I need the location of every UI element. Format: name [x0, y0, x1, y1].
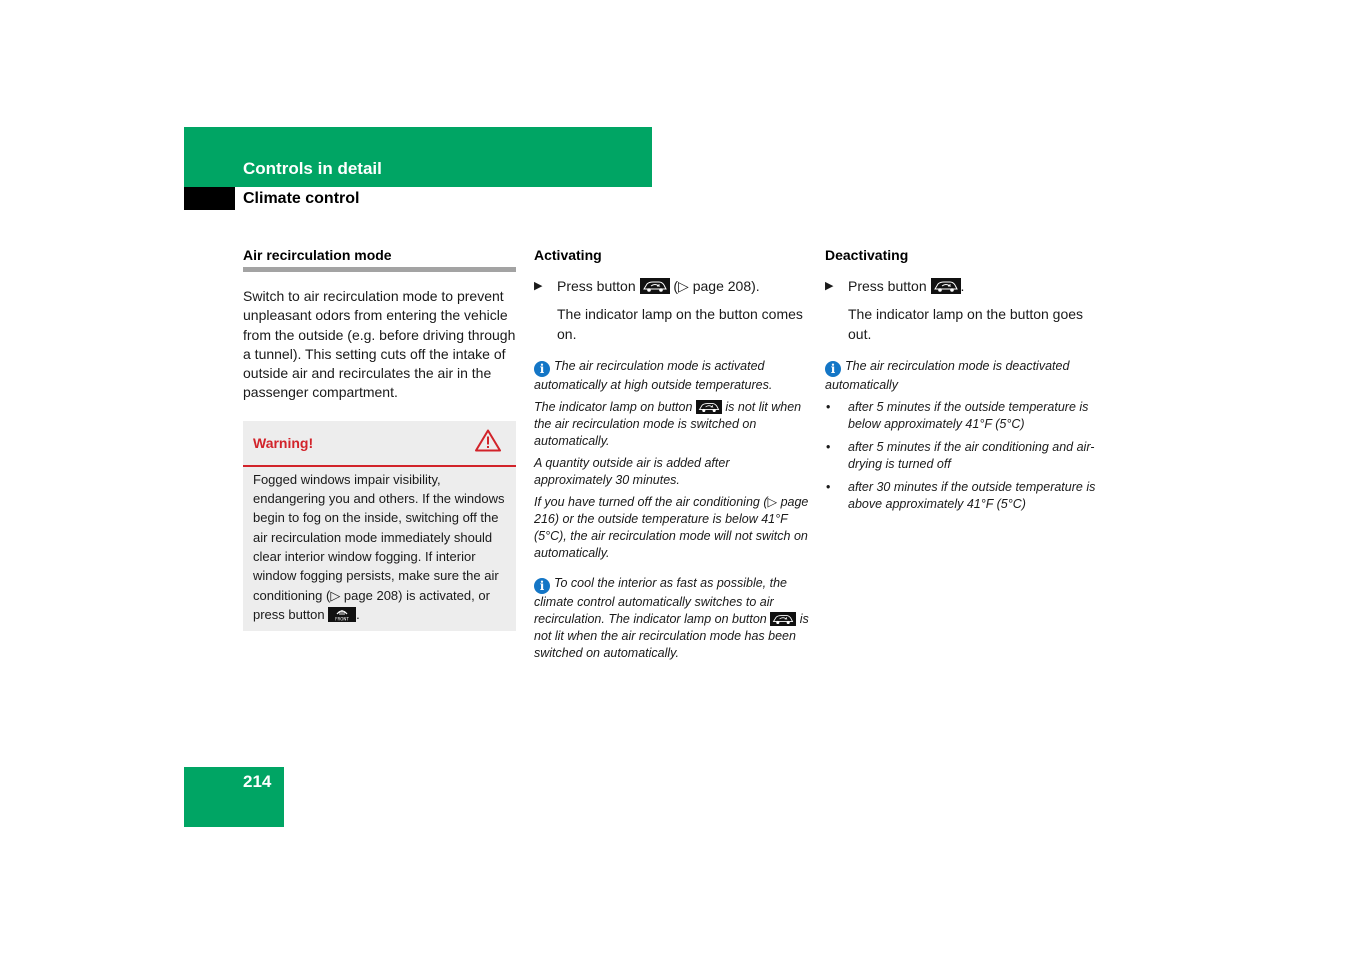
- air-recirculation-button-icon: [770, 612, 796, 626]
- column-deactivating: [825, 246, 1100, 519]
- activating-note-5-post: is not lit when the air recirculation mode has been switched on automatically.: [534, 612, 809, 660]
- activating-step: [534, 277, 809, 296]
- activating-note-5-pre: To cool the interior as fast as possible, the climate control automatically switches to air recirculation. The indicator lamp on button: [534, 576, 788, 626]
- activating-note-5: [534, 575, 809, 662]
- activating-note-1-text: The air recirculation mode is activated automatically at high outside temperatures.: [534, 359, 773, 392]
- info-icon: i: [825, 361, 841, 377]
- heading-deactivating: Deactivating: [825, 247, 909, 263]
- warning-box: [243, 421, 516, 631]
- warning-text: [243, 467, 516, 631]
- list-item: • after 30 minutes if the outside temperature is above approximately 41°F (5°C): [826, 480, 1096, 511]
- air-recirculation-button-icon: [696, 400, 722, 414]
- warning-end: .: [356, 606, 360, 622]
- activating-note-3: A quantity outside air is added after approximately 30 minutes.: [534, 456, 730, 487]
- info-icon: i: [534, 361, 550, 377]
- warning-header: [243, 421, 516, 467]
- list-item: • after 5 minutes if the outside temperature is below approximately 41°F (5°C): [826, 400, 1089, 431]
- activating-step-text: Press button: [557, 278, 636, 294]
- list-item: • after 5 minutes if the air conditioning and air-drying is turned off: [826, 440, 1095, 471]
- activating-note-4: If you have turned off the air conditioning (▷ page 216) or the outside temperature is below 41°F (5°C), the air recirculation mode will not switch on automatically.: [534, 495, 809, 560]
- info-icon: i: [534, 578, 550, 594]
- warning-body: Fogged windows impair visibility, endangering you and others. If the windows begin to fog on the inside, switching off the air recirculation mode immediately should clear interior window fogging. If interior window fogging persists, make sure the air conditioning (▷ page 208) is activated, or press button: [253, 471, 505, 622]
- heading-air-recirculation: Air recirculation mode: [243, 246, 516, 272]
- deactivating-note-text: The air recirculation mode is deactivated automatically: [825, 359, 1070, 392]
- column-air-recirculation: [243, 246, 516, 631]
- page-number: 214: [243, 772, 272, 791]
- warning-title: Warning!: [253, 434, 314, 451]
- step-arrow-icon: ▶: [534, 280, 543, 292]
- deactivating-result: The indicator lamp on the button goes out.: [848, 306, 1084, 342]
- defrost-button-label: FRONT: [335, 616, 350, 622]
- activating-note-2-pre: The indicator lamp on button: [534, 400, 693, 414]
- activating-note-1: [534, 358, 809, 394]
- air-recirculation-button-icon: [640, 278, 670, 294]
- activating-step-ref: (▷ page 208).: [673, 278, 760, 294]
- deactivating-note: [825, 358, 1100, 394]
- intro-paragraph: Switch to air recirculation mode to prevent unpleasant odors from entering the vehicle from the outside (e.g. before driving through a tunnel). This setting cuts off the intake of outside air and recirculates the air in the passenger compartment.: [243, 288, 516, 401]
- activating-result: The indicator lamp on the button comes on.: [557, 306, 803, 342]
- deactivating-step-text: Press button: [848, 278, 927, 294]
- column-activating: [534, 246, 809, 662]
- activating-note-2: [534, 399, 809, 450]
- deactivation-conditions: [825, 399, 1100, 513]
- warning-triangle-icon: [475, 429, 501, 457]
- front-defrost-button-icon: [328, 607, 356, 622]
- activating-note-2-post: is not lit when the air recirculation mode is switched on automatically.: [534, 400, 802, 448]
- deactivating-step-end: .: [960, 278, 965, 294]
- section-title: Controls in detail: [243, 159, 382, 178]
- deactivating-step: [825, 277, 1100, 296]
- air-recirculation-button-icon: [931, 278, 961, 294]
- subsection-title: Climate control: [243, 190, 360, 207]
- step-arrow-icon: ▶: [825, 280, 834, 292]
- subsection-marker: [184, 187, 235, 210]
- heading-activating: Activating: [534, 247, 602, 263]
